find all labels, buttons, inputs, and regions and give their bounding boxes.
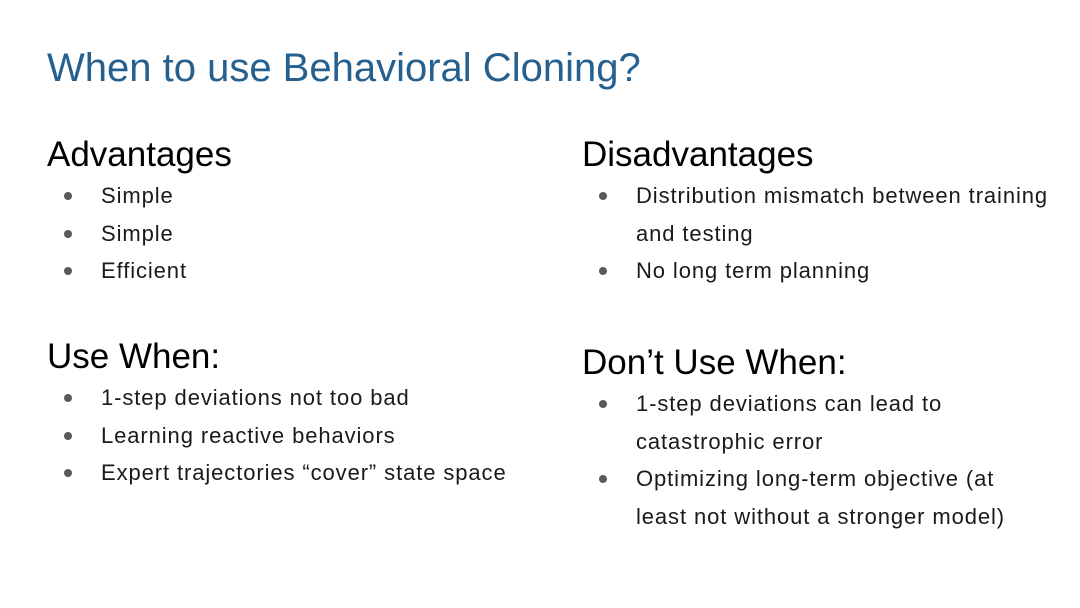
bullet-dot-icon (599, 475, 607, 483)
bullet-dot-icon (599, 400, 607, 408)
dont-use-when-list (582, 385, 1052, 535)
dont-use-when-item-text: Optimizing long-term objective (at least not without a stronger model) (636, 466, 1006, 529)
dont-use-when-item-text: 1-step deviations can lead to catastrophic error (636, 391, 943, 454)
disadvantages-item-text: Distribution mismatch between training and testing (636, 183, 1049, 246)
bullet-dot-icon (64, 469, 72, 477)
dont-use-when-section (582, 341, 1052, 535)
disadvantages-item (582, 177, 1052, 252)
advantages-item-text: Simple (101, 220, 174, 246)
advantages-item-text: Simple (101, 183, 174, 208)
advantages-item (47, 177, 517, 215)
use-when-item-text: 1-step deviations not too bad (101, 385, 410, 410)
bullet-dot-icon (64, 432, 72, 440)
advantages-list (47, 177, 517, 290)
advantages-item (47, 215, 517, 253)
use-when-item-text: Learning reactive behaviors (101, 422, 396, 448)
slide-title: When to use Behavioral Cloning? (47, 46, 641, 90)
use-when-heading: Use When: (47, 337, 221, 376)
disadvantages-section (582, 133, 1052, 290)
use-when-item (47, 454, 517, 492)
bullet-dot-icon (64, 192, 72, 200)
dont-use-when-item (582, 460, 1052, 535)
disadvantages-list (582, 177, 1052, 290)
use-when-item (47, 379, 517, 417)
advantages-heading: Advantages (47, 135, 232, 174)
use-when-item (47, 417, 517, 455)
bullet-dot-icon (64, 394, 72, 402)
bullet-dot-icon (64, 230, 72, 238)
use-when-section (47, 335, 517, 492)
bullet-dot-icon (599, 267, 607, 275)
bullet-dot-icon (64, 267, 72, 275)
advantages-item-text: Efficient (101, 258, 187, 283)
bullet-dot-icon (599, 192, 607, 200)
disadvantages-heading: Disadvantages (582, 135, 814, 174)
advantages-section (47, 133, 517, 290)
use-when-item-text: Expert trajectories “cover” state space (101, 460, 507, 485)
disadvantages-item-text: No long term planning (636, 258, 871, 283)
dont-use-when-item (582, 385, 1052, 460)
use-when-list (47, 379, 517, 492)
disadvantages-item (582, 252, 1052, 290)
dont-use-when-heading: Don’t Use When: (582, 343, 847, 382)
advantages-item (47, 252, 517, 290)
